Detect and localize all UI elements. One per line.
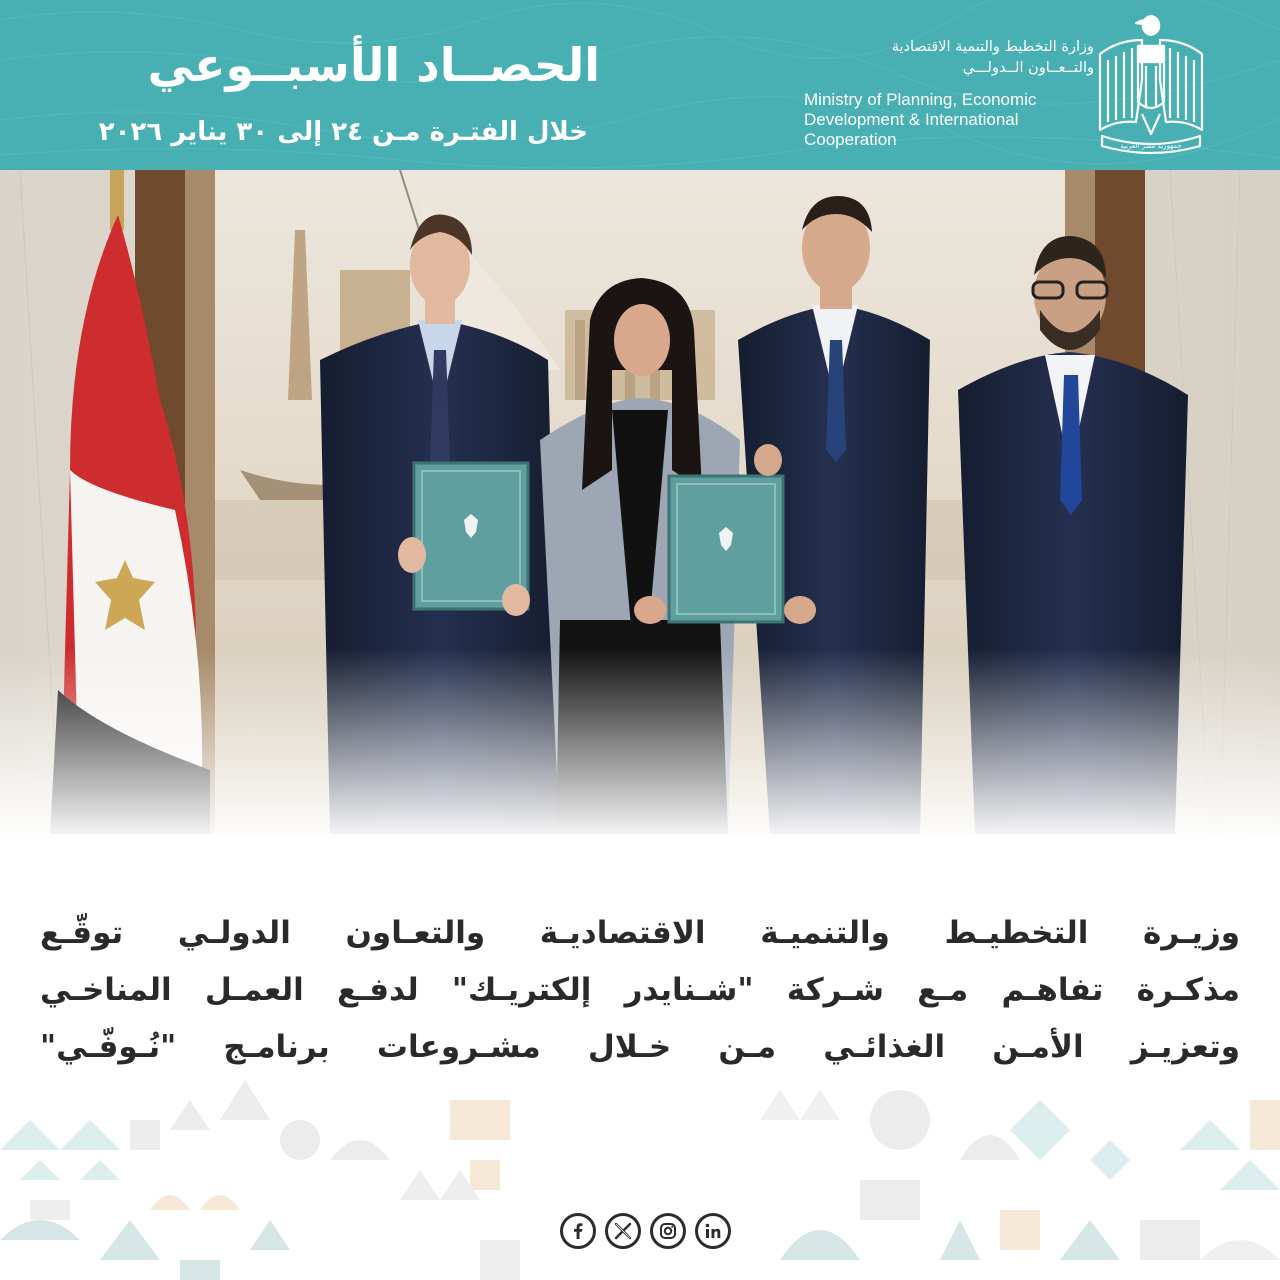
ministry-name-en-line3: Cooperation: [804, 130, 897, 149]
ministry-name: [804, 30, 1104, 160]
headline-line2: مذكـرة تفاهـم مـع شـركة "شـنايدر إلكتريـك" لدفـع العمـل المناخـي: [40, 972, 1240, 1008]
photo-illustration: [0, 170, 1280, 834]
headline-line3: وتعزيـز الأمـن الغذائـي مـن خـلال مشـروعات برنامـج "نُـوفّـي": [40, 1029, 1240, 1065]
ministry-name-ar-line2: والتــعــاون الــدولـــي: [962, 60, 1094, 76]
header-banner: [0, 0, 1280, 170]
facebook-icon[interactable]: [560, 1213, 596, 1249]
period-subtitle: خلال الفتـرة مـن ٢٤ إلى ٣٠ يناير ٢٠٢٦: [98, 117, 588, 147]
headline-line1: وزيـرة التخطيـط والتنميـة الاقتصاديـة والتعـاون الدولـي توقّـع: [40, 915, 1240, 951]
egyptian-eagle-emblem-icon: [1096, 10, 1206, 155]
ministry-name-ar-line1: وزارة التخطيط والتنمية الاقتصادية: [891, 39, 1094, 55]
ministry-name-en-line2: Development & International: [804, 110, 1019, 129]
ministry-name-en-line1: Ministry of Planning, Economic: [804, 90, 1037, 109]
headline: [40, 905, 1240, 1076]
linkedin-icon[interactable]: [695, 1213, 731, 1249]
social-links: [560, 1213, 736, 1257]
signing-ceremony-photo: [0, 170, 1280, 834]
svg-text:جمهورية مصر العربية: جمهورية مصر العربية: [1120, 142, 1182, 150]
x-icon[interactable]: [605, 1213, 641, 1249]
instagram-icon[interactable]: [650, 1213, 686, 1249]
weekly-title: الحصــاد الأسبــوعي: [147, 38, 600, 92]
